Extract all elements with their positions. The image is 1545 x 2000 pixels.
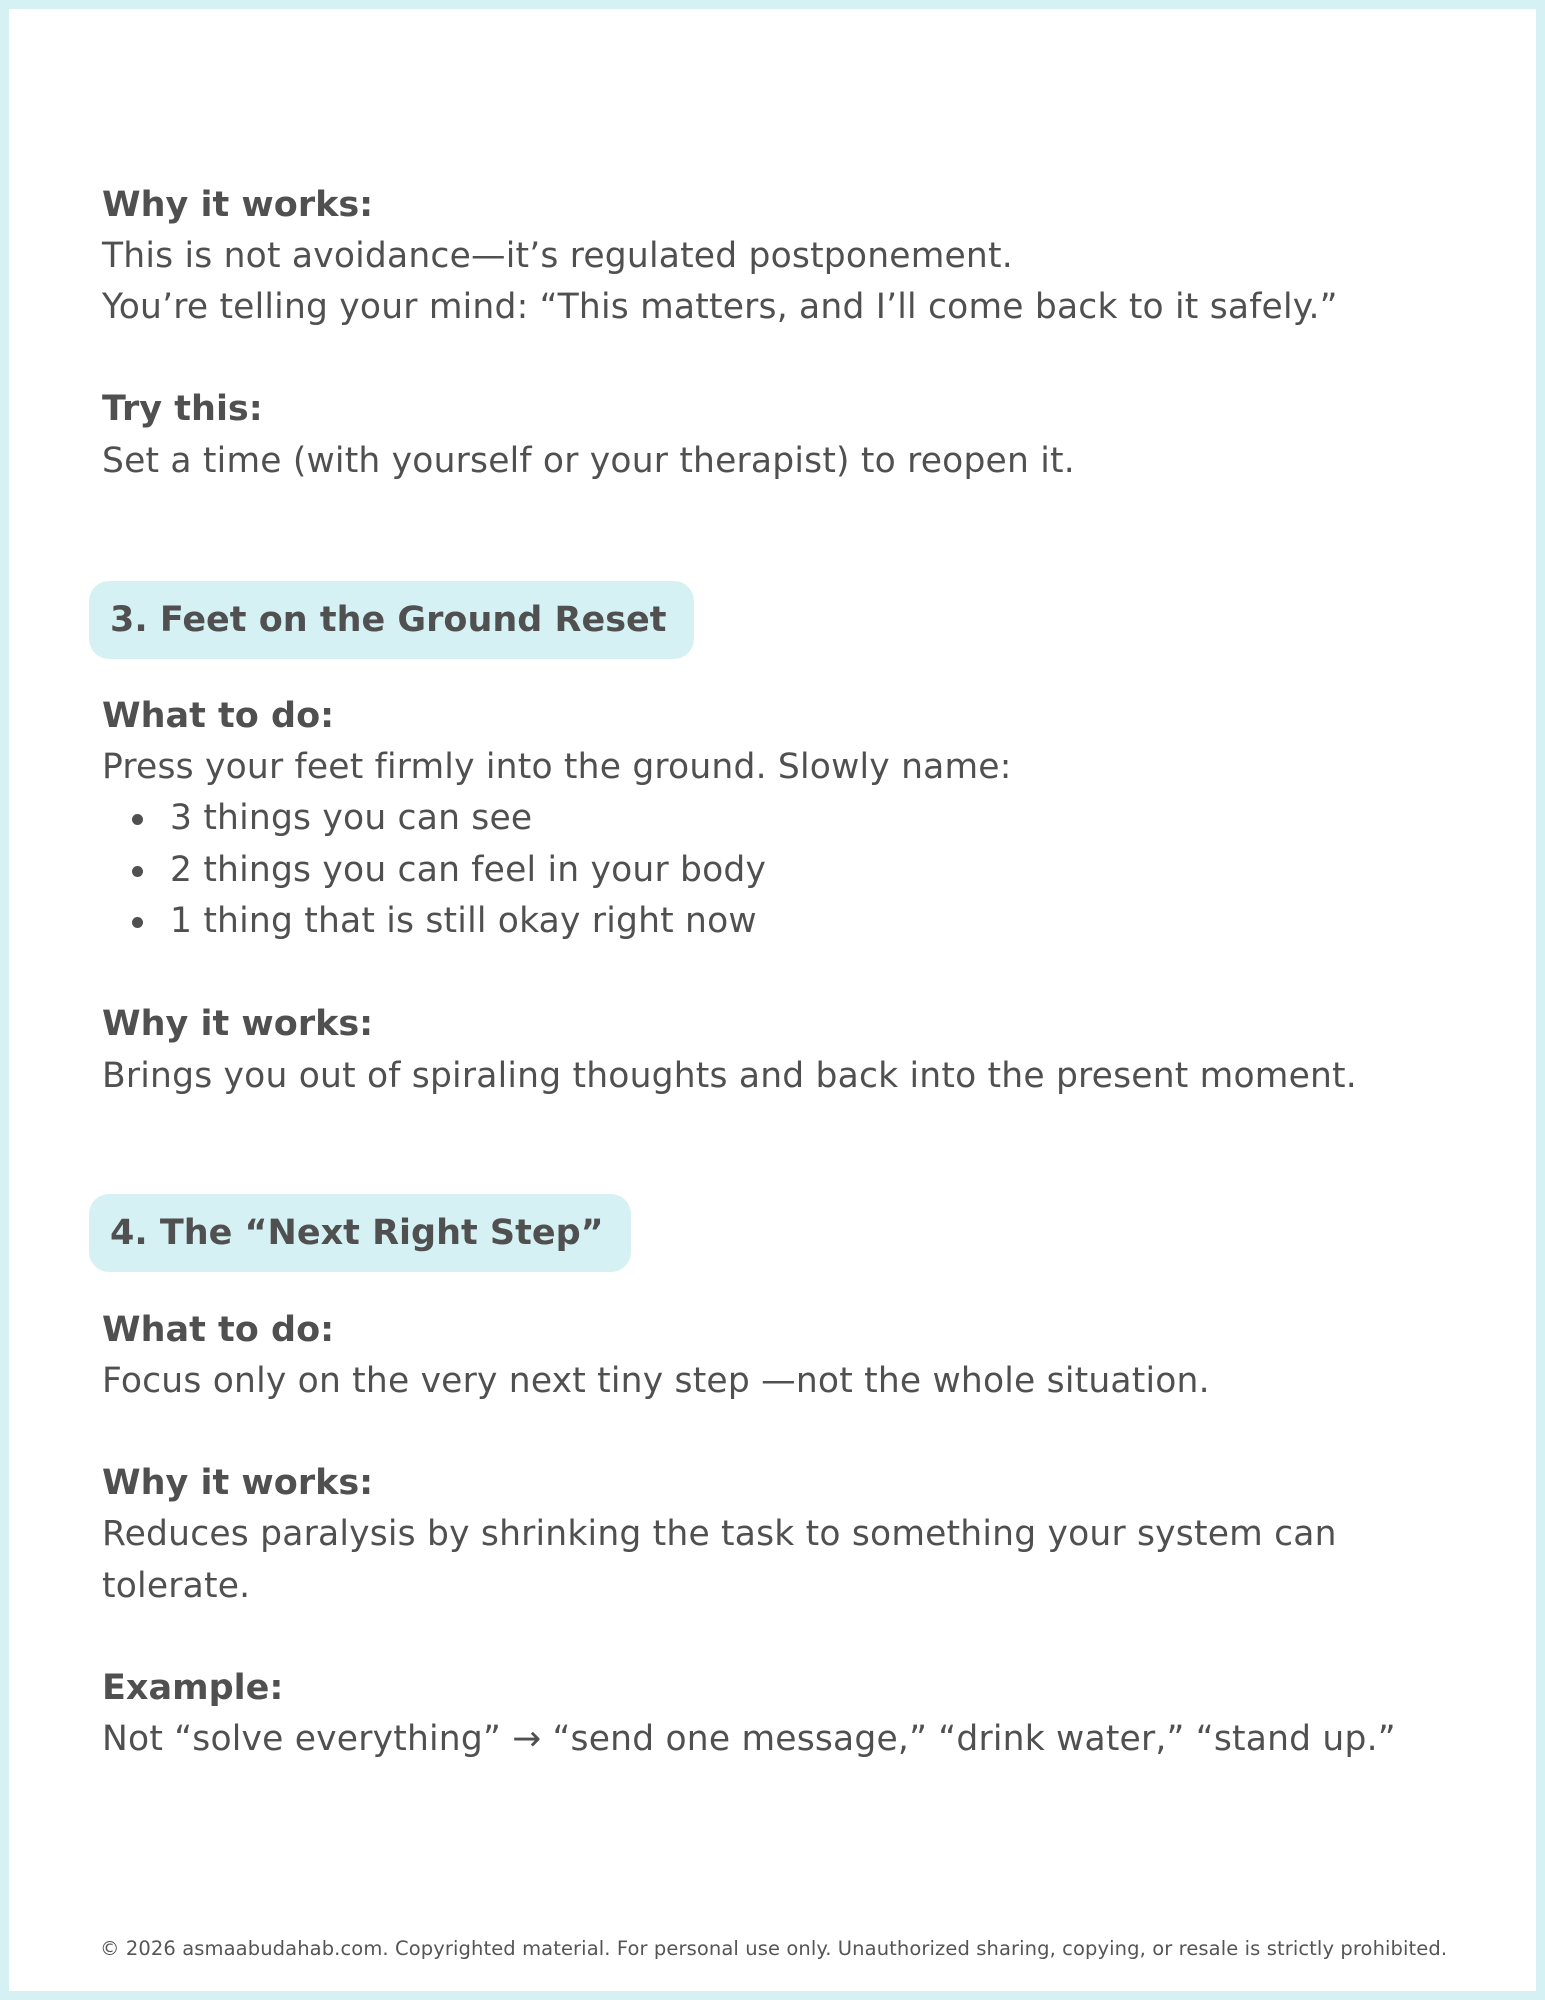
why-it-works-heading: Why it works: xyxy=(102,1463,374,1503)
why-it-works-line: tolerate. xyxy=(102,1566,251,1606)
why-it-works-line: Reduces paralysis by shrinking the task to something your system can xyxy=(102,1514,1337,1554)
bullet-icon xyxy=(132,866,143,877)
section-3-title: 3. Feet on the Ground Reset xyxy=(89,581,694,659)
bullet-list xyxy=(102,793,766,948)
list-item xyxy=(102,896,766,948)
what-to-do-text: Press your feet firmly into the ground. Slowly name: xyxy=(102,747,1012,787)
try-this-heading: Try this: xyxy=(102,389,263,429)
section-4-title: 4. The “Next Right Step” xyxy=(89,1194,631,1272)
why-it-works-heading: Why it works: xyxy=(102,185,374,225)
example-heading: Example: xyxy=(102,1668,284,1708)
why-it-works-line: You’re telling your mind: “This matters, and I’ll come back to it safely.” xyxy=(102,287,1338,327)
list-item-text: 1 thing that is still okay right now xyxy=(170,901,757,941)
list-item xyxy=(102,845,766,897)
why-it-works-line: This is not avoidance—it’s regulated postponement. xyxy=(102,236,1013,276)
what-to-do-heading: What to do: xyxy=(102,1310,335,1350)
list-item-text: 2 things you can feel in your body xyxy=(170,849,767,890)
try-this-text: Set a time (with yourself or your therapist) to reopen it. xyxy=(102,441,1075,481)
what-to-do-heading: What to do: xyxy=(102,696,335,736)
bullet-icon xyxy=(132,814,143,825)
list-item-text: 3 things you can see xyxy=(170,798,533,838)
list-item xyxy=(102,793,766,845)
bullet-icon xyxy=(132,917,143,928)
example-text: Not “solve everything” → “send one message,” “drink water,” “stand up.” xyxy=(102,1719,1396,1759)
why-it-works-text: Brings you out of spiraling thoughts and back into the present moment. xyxy=(102,1056,1357,1096)
what-to-do-text: Focus only on the very next tiny step —not the whole situation. xyxy=(102,1361,1210,1401)
copyright-footer: © 2026 asmaabudahab.com. Copyrighted material. For personal use only. Unauthorized sharing, copying, or resale is strictly prohibited. xyxy=(100,1937,1448,1960)
why-it-works-heading: Why it works: xyxy=(102,1004,374,1044)
